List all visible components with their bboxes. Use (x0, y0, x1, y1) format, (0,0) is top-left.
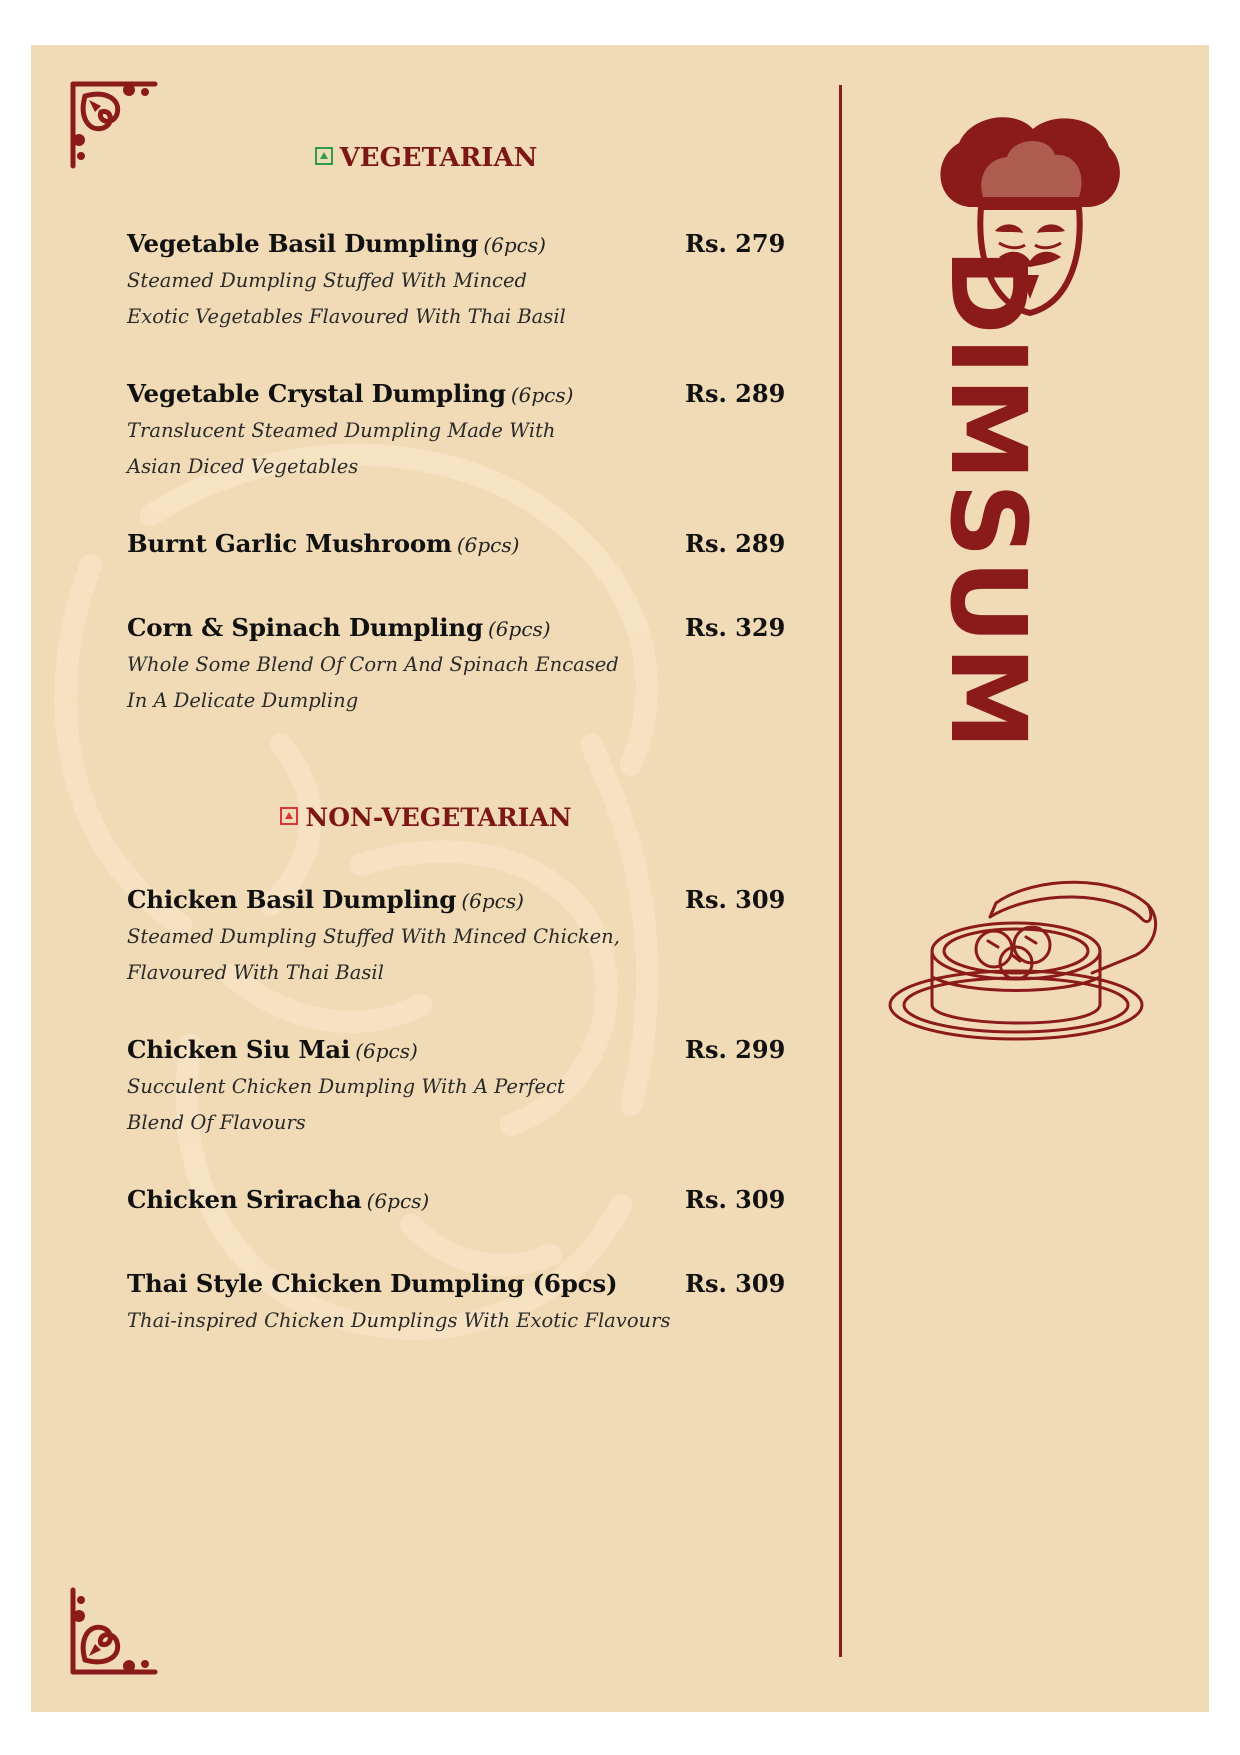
non-vegetarian-heading-text: NON-VEGETARIAN (305, 803, 572, 832)
item-quantity: (6pcs) (366, 1189, 430, 1213)
item-name: Thai Style Chicken Dumpling (6pcs) (127, 1269, 618, 1298)
item-quantity: (6pcs) (461, 889, 524, 913)
item-price: Rs. 309 (685, 885, 786, 914)
item-price: Rs. 309 (685, 1185, 786, 1214)
item-description-line: Exotic Vegetables Flavoured With Thai Basil (127, 305, 566, 328)
item-name: Burnt Garlic Mushroom (127, 529, 452, 558)
menu-item (127, 885, 787, 991)
vegetarian-heading (121, 143, 731, 173)
non-vegetarian-heading (121, 803, 731, 832)
item-description-line: Steamed Dumpling Stuffed With Minced (127, 269, 527, 292)
item-name: Chicken Sriracha (127, 1185, 362, 1214)
item-price: Rs. 329 (685, 613, 786, 642)
item-quantity: (6pcs) (487, 617, 551, 641)
item-name: Vegetable Basil Dumpling (127, 229, 479, 258)
veg-symbol-icon (315, 147, 333, 165)
dimsum-title: DIMSUM (927, 248, 1049, 752)
item-price: Rs. 309 (685, 1269, 786, 1298)
menu-item (127, 1185, 787, 1219)
vegetarian-heading-text: VEGETARIAN (339, 143, 538, 173)
item-description-line: In A Delicate Dumpling (127, 689, 359, 712)
item-description-line: Asian Diced Vegetables (127, 455, 359, 478)
menu-item (127, 379, 787, 485)
item-description-line: Thai-inspired Chicken Dumplings With Exotic Flavours (127, 1309, 671, 1332)
item-quantity: (6pcs) (483, 233, 546, 257)
item-quantity: (6pcs) (510, 383, 574, 407)
item-description-line: Translucent Steamed Dumpling Made With (127, 419, 556, 442)
item-description-line: Whole Some Blend Of Corn And Spinach Encased (127, 653, 619, 676)
menu-item (127, 1035, 787, 1141)
menu-page (31, 45, 1209, 1712)
item-name: Vegetable Crystal Dumpling (127, 379, 506, 408)
item-description-line: Flavoured With Thai Basil (127, 961, 384, 984)
item-name: Chicken Basil Dumpling (127, 885, 457, 914)
item-quantity: (6pcs) (355, 1039, 418, 1063)
item-name: Chicken Siu Mai (127, 1035, 351, 1064)
item-price: Rs. 279 (685, 229, 786, 258)
vertical-divider (839, 85, 842, 1657)
menu-item (127, 529, 787, 563)
menu-item (127, 229, 787, 335)
item-description-line: Steamed Dumpling Stuffed With Minced Chicken, (127, 925, 620, 948)
item-description-line: Succulent Chicken Dumpling With A Perfect (127, 1075, 565, 1098)
item-description-line: Blend Of Flavours (127, 1111, 306, 1134)
item-price: Rs. 289 (685, 529, 786, 558)
item-quantity: (6pcs) (456, 533, 520, 557)
item-name: Corn & Spinach Dumpling (127, 613, 483, 642)
dimsum-steamer-icon (886, 855, 1176, 1055)
menu-item (127, 1269, 787, 1339)
item-price: Rs. 289 (685, 379, 786, 408)
non-veg-symbol-icon (280, 807, 298, 825)
menu-item (127, 613, 787, 719)
corner-ornament-bottom-left (67, 1582, 163, 1678)
item-price: Rs. 299 (685, 1035, 786, 1064)
